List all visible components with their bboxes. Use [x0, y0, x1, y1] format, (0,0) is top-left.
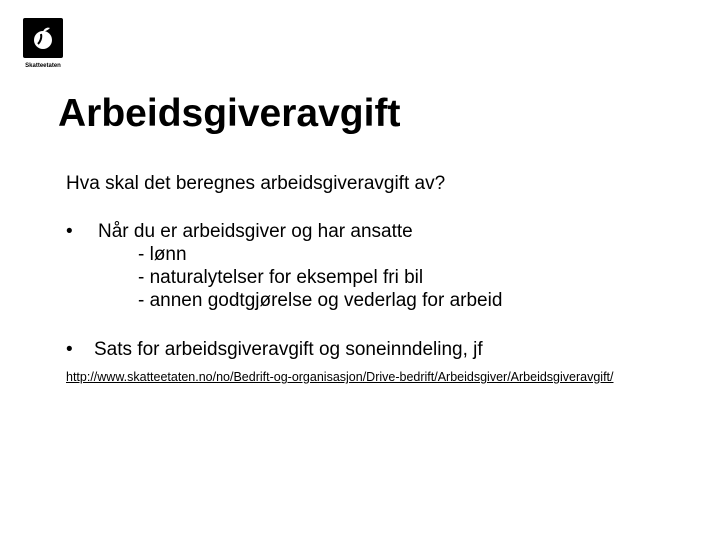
bullet-marker: •: [66, 339, 73, 360]
sub-item-godtgjorelse: - annen godtgjørelse og vederlag for arbeid: [138, 290, 503, 311]
slide-content: [66, 173, 706, 384]
sub-item-naturalytelser: - naturalytelser for eksempel fri bil: [138, 267, 424, 288]
sub-item-lonn: - lønn: [138, 244, 187, 265]
skatteetaten-logo: [20, 18, 66, 69]
bullet-employer: [66, 221, 706, 243]
question-text: Hva skal det beregnes arbeidsgiveravgift av?: [66, 173, 446, 194]
page-title: Arbeidsgiveravgift: [58, 92, 401, 135]
skatteetaten-link[interactable]: http://www.skatteetaten.no/no/Bedrift-og-organisasjon/Drive-bedrift/Arbeidsgiver/Arbeidsgiveravgift/: [66, 370, 614, 384]
bullet-sats-text: Sats for arbeidsgiveravgift og soneinndeling, jf: [94, 339, 483, 360]
skatteetaten-apple-icon: [23, 18, 63, 58]
bullet-sats: [66, 339, 706, 361]
bullet-employer-text: Når du er arbeidsgiver og har ansatte: [98, 221, 413, 242]
bullet-marker: •: [66, 221, 73, 242]
logo-text: Skatteetaten: [25, 63, 61, 69]
